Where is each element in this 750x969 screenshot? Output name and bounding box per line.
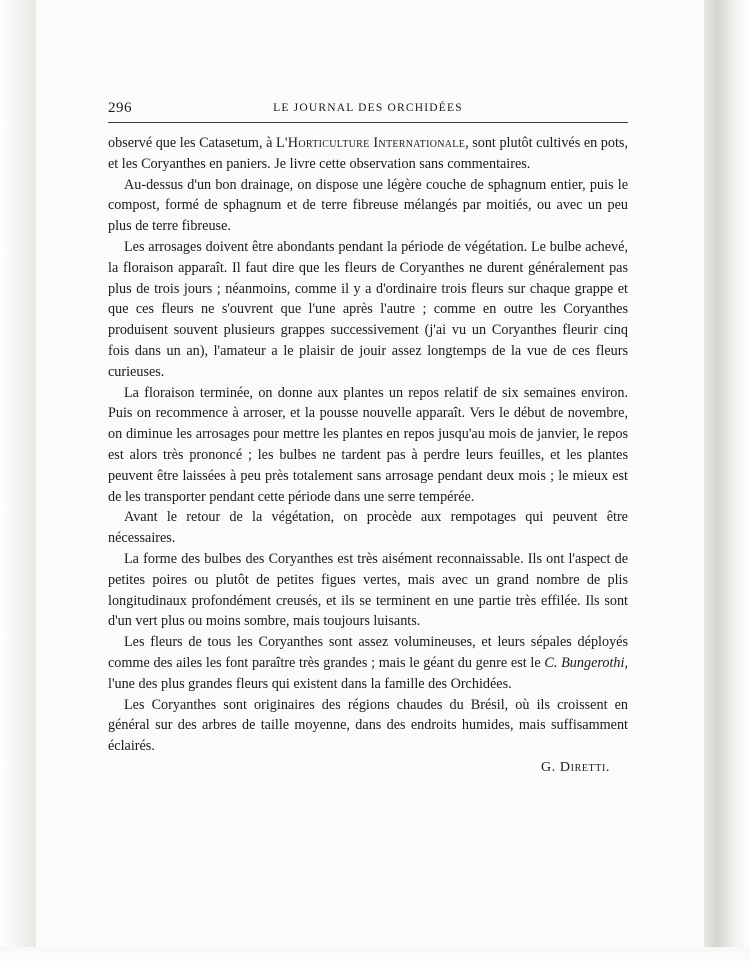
- paragraph-3: Les arrosages doivent être abondants pendant la période de végétation. Le bulbe achevé, la floraison apparaît. Il faut dire que les fleurs de Coryanthes ne durent généralement pas plus de trois jours ; néanmoins, comme il y a d'ordinaire trois fleurs sur chaque grappe et que ces fleurs ne s'ouvrent que l'une après l'autre ; comme en outre les Coryanthes produisent souvent plusieurs grappes successivement (j'ai vu un Coryanthes fleurir cinq fois dans un an), l'amateur a le plaisir de jouir assez longtemps de la vue de ces fleurs curieuses.: [108, 238, 628, 380]
- running-head: [108, 96, 628, 118]
- header-rule: [108, 122, 628, 123]
- author-signature: G. Diretti.: [541, 759, 610, 775]
- organization-name: L'Horticulture Internationale: [275, 135, 466, 151]
- paragraph-1: observé que les Catasetum, à L'Horticulture Internationale, sont plutôt cultivés en pots, et les Coryanthes en paniers. Je livre cette observation sans commentaires.: [108, 135, 628, 172]
- page-number: 296: [108, 100, 132, 116]
- paragraph-5: Avant le retour de la végétation, on procède aux rempotages qui peuvent être nécessaires.: [108, 509, 628, 547]
- paragraph-7: Les fleurs de tous les Coryanthes sont assez volumineuses, et leurs sépales déployés comme des ailes les font paraître très grandes ; mais le géant du genre est le C. Bungerothi, l'une des plus grandes fleurs qui existent dans la famille des Orchidées.: [108, 634, 628, 692]
- journal-page: [108, 96, 628, 776]
- paragraph-2: Au-dessus d'un bon drainage, on dispose une légère couche de sphagnum entier, puis le compost, formé de sphagnum et de terre fibreuse mélangés par moitiés, ou avec un peu plus de terre fibreuse.: [108, 176, 628, 235]
- article-body: [108, 133, 628, 757]
- paragraph-8: Les Coryanthes sont originaires des régions chaudes du Brésil, où ils croissent en général sur des arbres de taille moyenne, dans des endroits humides, mais suffisamment éclairés.: [108, 696, 628, 755]
- page-shadow-left: [0, 0, 36, 969]
- journal-title: LE JOURNAL DES ORCHIDÉES: [273, 102, 463, 114]
- species-name: C. Bungerothi,: [544, 654, 628, 671]
- paragraph-6: La forme des bulbes des Coryanthes est très aisément reconnaissable. Ils ont l'aspect de petites poires ou plutôt de petites figues vertes, mais avec un grand nombre de plis longitudinaux profondément creusés, et ils se terminent en une partie très effilée. Ils sont d'un vert plus ou moins sombre, mais toujours luisants.: [108, 550, 628, 630]
- paragraph-4: La floraison terminée, on donne aux plantes un repos relatif de six semaines environ. Puis on recommence à arroser, et la pousse nouvelle apparaît. Vers le début de novembre, on diminue les arrosages pour mettre les plantes en repos jusqu'au mois de janvier, le repos est alors très prononcé ; les bulbes ne tardent pas à perdre leurs feuilles, et les plantes peuvent être laissées à peu près totalement sans arrosage pendant deux mois ; le mieux est de les transporter pendant cette période dans une serre tempérée.: [108, 384, 628, 505]
- page-binding-right: [704, 0, 750, 969]
- page-edge-bottom: [0, 947, 750, 969]
